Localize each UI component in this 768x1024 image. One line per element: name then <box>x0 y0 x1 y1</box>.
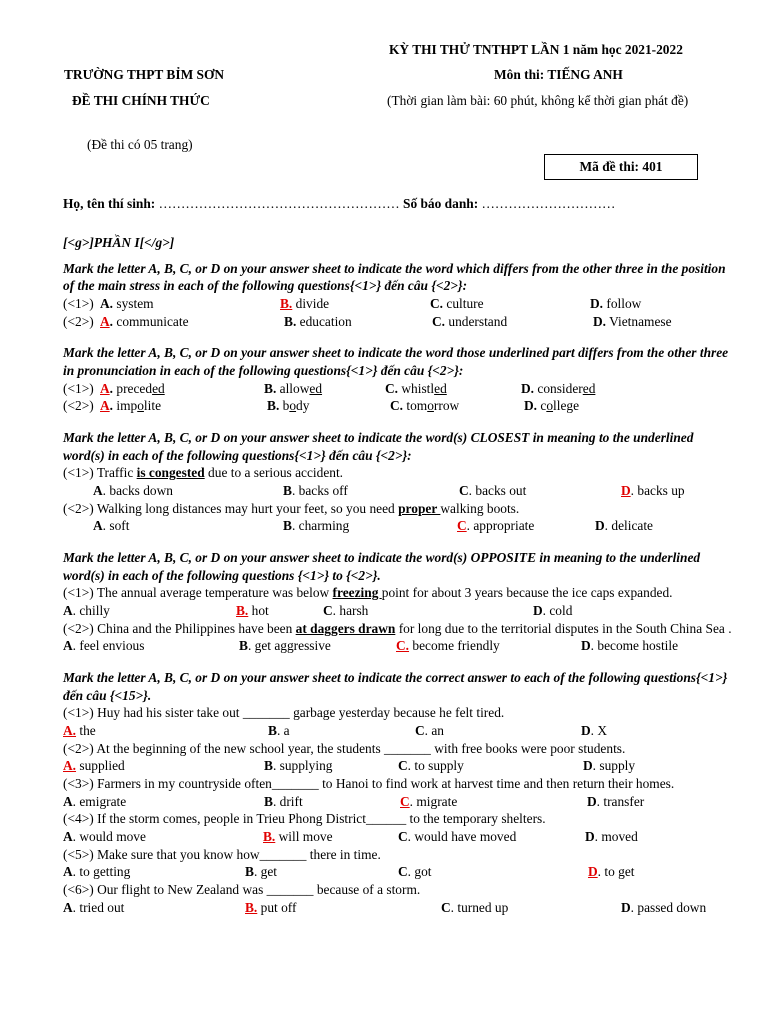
question-stem: (<2>) China and the Philippines have been at daggers drawn for long due to the territorial disputes in the South China Sea . <box>63 620 732 636</box>
option-d[interactable]: D. moved <box>585 829 638 845</box>
time-note: (Thời gian làm bài: 60 phút, không kể thời gian phát đề) <box>387 93 689 108</box>
question-stem: (<3>) Farmers in my countryside often_______ to Hanoi to find work at harvest time and then return their homes. <box>63 776 675 792</box>
exam-code-box <box>544 154 698 180</box>
option-b[interactable]: B. supplying <box>264 758 333 774</box>
option-a[interactable]: A. impolite <box>100 398 162 414</box>
option-b[interactable]: B. put off <box>245 899 297 915</box>
option-b[interactable]: B. backs off <box>283 482 348 498</box>
question-stem: (<5>) Make sure that you know how_______ there in time. <box>63 846 381 862</box>
section-stress <box>63 260 738 331</box>
option-a[interactable]: A. to getting <box>63 864 131 880</box>
sbd-dots: ………………………… <box>478 196 616 211</box>
section-opposite <box>63 549 738 655</box>
question-row: (<2>) A. impolite B. body C. tomorrow D. college <box>63 398 580 414</box>
option-d[interactable]: D. cold <box>533 602 573 618</box>
option-b[interactable]: B. divide <box>280 295 330 311</box>
option-d[interactable]: D. supply <box>583 758 636 774</box>
exam-title: KỲ THI THỬ TNTHPT LẦN 1 năm học 2021-2022 <box>389 42 683 57</box>
option-d[interactable]: D. delicate <box>595 518 653 534</box>
option-c[interactable]: C. an <box>415 722 445 738</box>
question-stem: (<2>) Walking long distances may hurt your feet, so you need proper walking boots. <box>63 500 520 516</box>
option-a[interactable]: A. would move <box>63 829 146 845</box>
option-d[interactable]: D. college <box>524 398 580 414</box>
question-row <box>63 793 738 811</box>
option-c[interactable]: C. whistled <box>385 380 447 396</box>
exam-code: Mã đề thi: 401 <box>579 159 663 175</box>
question-row <box>63 828 738 846</box>
option-b[interactable]: B. drift <box>264 793 303 809</box>
option-a[interactable]: A. the <box>63 722 96 738</box>
question-stem: (<1>) Huy had his sister take out _______ garbage yesterday because he felt tired. <box>63 705 505 721</box>
name-label: Họ, tên thí sinh: <box>63 196 156 211</box>
option-d[interactable]: D. become hostile <box>581 638 679 654</box>
part-label: [<g>]PHẦN I[</g>] <box>63 235 175 250</box>
question-row: (<1>) A. system B. divide C. culture D. follow <box>63 295 642 311</box>
option-c[interactable]: C. understand <box>432 313 508 329</box>
section-pronunciation <box>63 344 738 415</box>
option-d[interactable]: D. X <box>581 722 608 738</box>
candidate-line <box>63 195 615 213</box>
question-row <box>63 899 738 917</box>
option-c[interactable]: C. turned up <box>441 899 509 915</box>
option-a[interactable]: A. system <box>100 295 154 311</box>
option-d[interactable]: D. transfer <box>587 793 645 809</box>
section-instruction: Mark the letter A, B, C, or D on your answer sheet to indicate the word(s) OPPOSITE in meaning to the underlined word(s) in each of the following questions {<1>} to {<2>}. <box>63 550 701 583</box>
school-name: TRƯỜNG THPT BỈM SƠN <box>64 67 225 82</box>
exam-content <box>63 234 738 931</box>
option-a[interactable]: A. tried out <box>63 899 125 915</box>
question-stem: (<1>) The annual average temperature was below freezing point for about 3 years because the ice caps expanded. <box>63 585 673 601</box>
option-b[interactable]: B. a <box>268 722 290 738</box>
option-a[interactable]: A. chilly <box>63 602 110 618</box>
question-row <box>63 482 738 500</box>
option-d[interactable]: D. passed down <box>621 899 707 915</box>
option-c[interactable]: C. culture <box>430 295 484 311</box>
question-row <box>63 602 738 620</box>
official-label: ĐỀ THI CHÍNH THỨC <box>72 93 210 108</box>
option-c[interactable]: C. to supply <box>398 758 464 774</box>
option-c[interactable]: C. tomorrow <box>390 398 460 414</box>
option-b[interactable]: B. body <box>267 398 310 414</box>
option-d[interactable]: D. to get <box>588 864 635 880</box>
option-c[interactable]: C. migrate <box>400 793 458 809</box>
question-stem: (<2>) At the beginning of the new school year, the students _______ with free books were poor students. <box>63 740 626 756</box>
option-b[interactable]: B. education <box>284 313 352 329</box>
question-row <box>63 517 738 535</box>
option-b[interactable]: B. get aggressive <box>239 638 331 654</box>
section-instruction: Mark the letter A, B, C, or D on your answer sheet to indicate the word which differs from the other three in the position of the main stress in each of the following questions{<1>} đến câu {<2>}: <box>63 260 726 294</box>
option-a[interactable]: A. preceded <box>100 380 165 396</box>
option-b[interactable]: B. allowed <box>264 380 323 396</box>
option-b[interactable]: B. hot <box>236 602 269 618</box>
question-row <box>63 757 738 775</box>
option-d[interactable]: D. backs up <box>621 482 685 498</box>
option-a[interactable]: A. supplied <box>63 758 125 774</box>
option-c[interactable]: C. harsh <box>323 602 369 618</box>
question-stem: (<1>) Traffic is congested due to a serious accident. <box>63 465 344 481</box>
subject: Môn thi: TIẾNG ANH <box>494 67 623 82</box>
option-a[interactable]: A. soft <box>93 518 130 534</box>
option-a[interactable]: A. backs down <box>93 482 173 498</box>
option-d[interactable]: D. follow <box>590 295 642 311</box>
page-count: (Đề thi có 05 trang) <box>87 137 193 152</box>
question-row <box>63 863 738 881</box>
option-c[interactable]: C. got <box>398 864 432 880</box>
option-c[interactable]: C. appropriate <box>457 518 535 534</box>
option-d[interactable]: D. considered <box>521 380 596 396</box>
option-b[interactable]: B. charming <box>283 518 350 534</box>
option-a[interactable]: A. communicate <box>100 313 189 329</box>
option-c[interactable]: C. backs out <box>459 482 527 498</box>
option-b[interactable]: B. will move <box>263 829 333 845</box>
question-row <box>63 637 738 655</box>
option-a[interactable]: A. feel envious <box>63 638 145 654</box>
option-b[interactable]: B. get <box>245 864 277 880</box>
name-dots: ……………………………………………… <box>155 196 403 211</box>
question-stem: (<6>) Our flight to New Zealand was _______ because of a storm. <box>63 882 421 898</box>
question-stem: (<4>) If the storm comes, people in Trieu Phong District______ to the temporary shelters. <box>63 811 546 827</box>
section-grammar <box>63 669 738 917</box>
section-closest <box>63 429 738 535</box>
question-row <box>63 722 738 740</box>
option-c[interactable]: C. become friendly <box>396 638 500 654</box>
option-d[interactable]: D. Vietnamese <box>593 313 672 329</box>
question-row: (<2>) A. communicate B. education C. understand D. Vietnamese <box>63 313 672 329</box>
option-c[interactable]: C. would have moved <box>398 829 517 845</box>
section-instruction: Mark the letter A, B, C, or D on your answer sheet to indicate the word those underlined part differs from the other three in pronunciation in each of the following questions{<1>} đến câu {<2>}: <box>63 345 729 378</box>
option-a[interactable]: A. emigrate <box>63 793 127 809</box>
section-instruction: Mark the letter A, B, C, or D on your answer sheet to indicate the correct answer to each of the following questions{<1>} đến câu {<15>}. <box>63 670 728 703</box>
sbd-label: Số báo danh: <box>403 196 479 211</box>
section-instruction: Mark the letter A, B, C, or D on your answer sheet to indicate the word(s) CLOSEST in meaning to the underlined word(s) in each of the following questions{<1>} đến câu {<2>}: <box>63 430 694 463</box>
question-row: (<1>) A. preceded B. allowed C. whistled D. considered <box>63 380 596 396</box>
